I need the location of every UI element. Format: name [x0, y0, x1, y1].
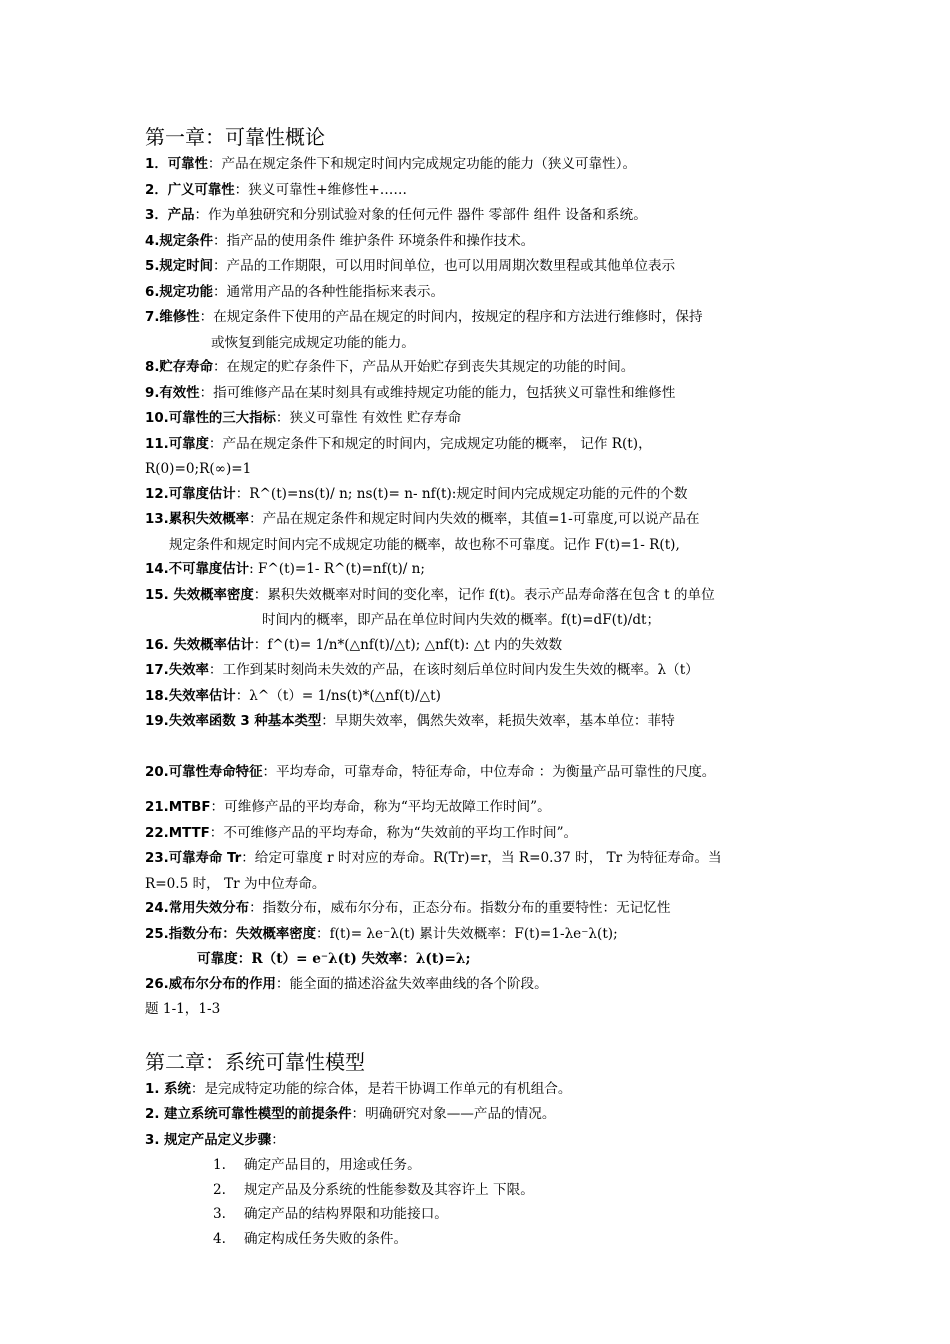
item-1: 1．可靠性：产品在规定条件下和规定时间内完成规定功能的能力（狭义可靠性）。: [145, 156, 637, 172]
item-26: 26.威布尔分布的作用：能全面的描述浴盆失效率曲线的各个阶段。: [145, 975, 548, 992]
item-23-cont: R=0.5 时， Tr 为中位寿命。: [145, 875, 326, 892]
item-7: 7.维修性：在规定条件下使用的产品在规定的时间内，按规定的程序和方法进行维修时，保持: [145, 309, 703, 325]
item-23: 23.可靠寿命 Tr：给定可靠度 r 时对应的寿命。R(Tr)=r，当 R=0.37 时， Tr 为特征寿命。当: [145, 850, 722, 866]
definition-steps-list: [145, 1153, 817, 1251]
item-16: 16. 失效概率估计：f^(t)= 1/n*(△nf(t)/△t); △nf(t): △t 内的失效数: [145, 636, 563, 653]
list-item: 2. 规定产品及分系统的性能参数及其容许上 下限。: [213, 1181, 534, 1198]
document-page: [145, 122, 817, 1251]
ch2-item-3: 3. 规定产品定义步骤：: [145, 1131, 285, 1148]
exercise-ref: 题 1-1，1-3: [145, 1001, 221, 1017]
chapter-1-title: 第一章：可靠性概论: [145, 125, 325, 149]
item-11-cont: R(0)=0;R(∞)=1: [145, 461, 252, 477]
item-3: 3．产品：作为单独研究和分别试验对象的任何元件 器件 零部件 组件 设备和系统。: [145, 207, 647, 223]
item-2: 2．广义可靠性：狭义可靠性+维修性+……: [145, 181, 407, 198]
item-6: 6.规定功能：通常用产品的各种性能指标来表示。: [145, 283, 445, 300]
item-15-cont: 时间内的概率，即产品在单位时间内失效的概率。f(t)=dF(t)/dt；: [262, 612, 661, 628]
item-20: 20.可靠性寿命特征：平均寿命，可靠寿命，特征寿命，中位寿命 ：为衡量产品可靠性的尺度。: [145, 763, 716, 780]
item-4: 4.规定条件：指产品的使用条件 维护条件 环境条件和操作技术。: [145, 232, 535, 249]
item-24: 24.常用失效分布：指数分布，威布尔分布，正态分布。指数分布的重要特性：无记忆性: [145, 900, 671, 916]
spacer: [145, 1022, 817, 1047]
item-17: 17.失效率：工作到某时刻尚未失效的产品，在该时刻后单位时间内发生失效的概率。λ（t）: [145, 662, 699, 678]
item-15: 15. 失效概率密度：累积失效概率对时间的变化率，记作 f(t)。表示产品寿命落在包含 t 的单位: [145, 586, 715, 603]
item-7-cont: 或恢复到能完成规定功能的能力。: [211, 334, 415, 351]
item-21: 21.MTBF：可维修产品的平均寿命，称为“平均无故障工作时间”。: [145, 799, 551, 815]
item-14: 14.不可靠度估计: F^(t)=1- R^(t)=nf(t)/ n;: [145, 561, 426, 577]
spacer: [145, 785, 817, 795]
item-8: 8.贮存寿命：在规定的贮存条件下，产品从开始贮存到丧失其规定的功能的时间。: [145, 359, 635, 375]
list-item: 3. 确定产品的结构界限和功能接口。: [213, 1206, 448, 1222]
item-11: 11.可靠度：产品在规定条件下和规定的时间内，完成规定功能的概率， 记作 R(t)，: [145, 435, 652, 452]
item-12: 12.可靠度估计：R^(t)=ns(t)/ n; ns(t)= n- nf(t):规定时间内完成规定功能的元件的个数: [145, 485, 688, 502]
item-19: 19.失效率函数 3 种基本类型：早期失效率，偶然失效率，耗损失效率，基本单位：菲特: [145, 713, 675, 729]
chapter-2-title: 第二章：系统可靠性模型: [145, 1049, 365, 1074]
list-item: 1. 确定产品目的，用途或任务。: [213, 1157, 421, 1173]
item-13: 13.累积失效概率：产品在规定条件和规定时间内失效的概率，其值=1-可靠度,可以说产品在: [145, 511, 700, 527]
item-13-cont: 规定条件和规定时间内完不成规定功能的概率，故也称不可靠度。记作 F(t)=1- R(t),: [169, 536, 680, 553]
item-22: 22.MTTF：不可维修产品的平均寿命，称为“失效前的平均工作时间”。: [145, 824, 578, 841]
item-10: 10.可靠性的三大指标：狭义可靠性 有效性 贮存寿命: [145, 410, 462, 426]
ch2-item-2: 2. 建立系统可靠性模型的前提条件：明确研究对象——产品的情况。: [145, 1106, 556, 1122]
item-25-cont: 可靠度：R（t）= e⁻λ(t) 失效率：λ(t)=λ;: [197, 951, 471, 967]
ch2-item-1: 1. 系统：是完成特定功能的综合体，是若干协调工作单元的有机组合。: [145, 1080, 572, 1097]
list-item: 4. 确定构成任务失败的条件。: [213, 1230, 408, 1247]
spacer: [145, 735, 817, 760]
item-5: 5.规定时间：产品的工作期限，可以用时间单位，也可以用周期次数里程或其他单位表示: [145, 258, 676, 274]
item-25: 25.指数分布：失效概率密度：f(t)= λe⁻λ(t) 累计失效概率：F(t)=1-λe⁻λ(t);: [145, 925, 618, 942]
item-9: 9.有效性：指可维修产品在某时刻具有或维持规定功能的能力，包括狭义可靠性和维修性: [145, 384, 676, 401]
item-18: 18.失效率估计：λ^（t）= 1/ns(t)*(△nf(t)/△t): [145, 687, 441, 704]
